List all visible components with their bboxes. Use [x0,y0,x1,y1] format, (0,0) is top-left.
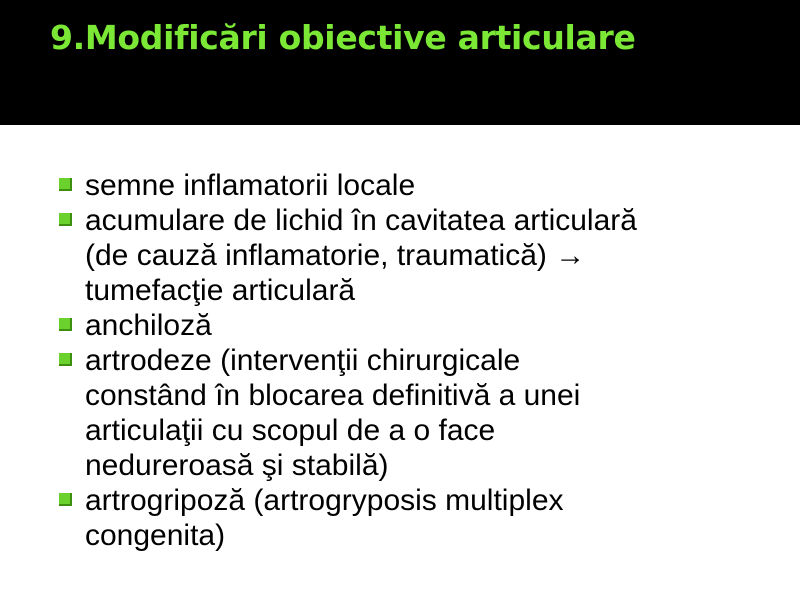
bullet-item [58,343,778,483]
square-bullet-icon [59,318,72,331]
bullet-text-line: tumefacţie articulară [85,274,356,307]
bullet-text-line: artrodeze (intervenţii chirurgicale [85,344,521,377]
square-bullet-icon [59,353,72,366]
square-bullet-icon [59,213,72,226]
slide-title: 9.Modificări obiective articulare [50,18,636,57]
bullet-list [58,168,778,553]
bullet-text-line: acumulare de lichid în cavitatea articulară [85,204,637,237]
bullet-text-line: (de cauză inflamatorie, traumatică) → [85,239,586,272]
bullet-text-line: artrogripoză (artrogryposis multiplex [85,484,564,517]
square-bullet-icon [59,493,72,506]
bullet-text-line: anchiloză [85,309,212,342]
bullet-item [58,483,778,553]
bullet-text-line: congenita) [85,519,226,552]
square-bullet-icon [59,178,72,191]
bullet-item [58,168,778,203]
bullet-item [58,308,778,343]
bullet-text-line: nedureroasă şi stabilă) [85,449,389,482]
bullet-item [58,203,778,308]
bullet-text-line: semne inflamatorii locale [85,169,416,202]
bullet-text-line: articulaţii cu scopul de a o face [85,414,496,447]
bullet-text-line: constând în blocarea definitivă a unei [85,379,581,412]
title-bar [0,0,800,125]
